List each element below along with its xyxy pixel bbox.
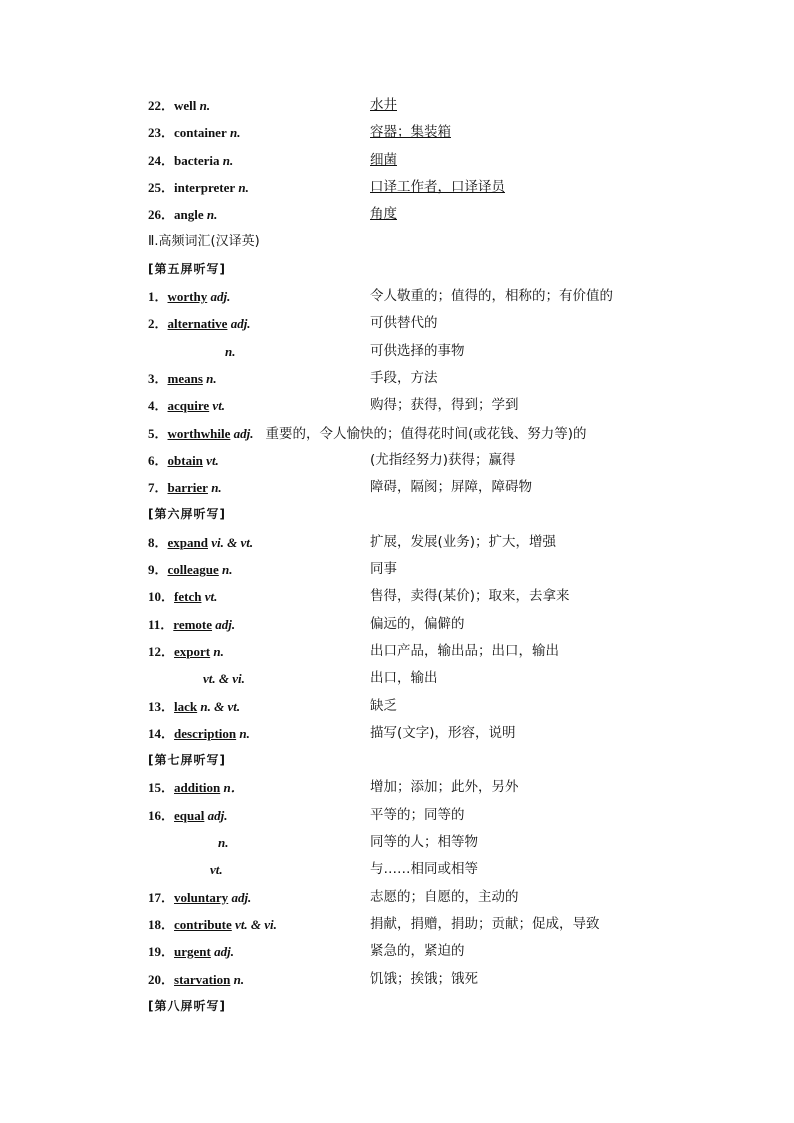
- vocab-meaning: 志愿的；自愿的，主动的: [370, 888, 519, 905]
- vocab-meaning: 缺乏: [370, 697, 397, 714]
- vocab-row-12: [148, 638, 748, 665]
- vocab-term: vt. & vi.: [203, 671, 245, 687]
- vocab-term: 6．obtain vt.: [148, 452, 219, 468]
- vocab-row-16-verb: [148, 856, 748, 883]
- vocab-row-26: [148, 201, 748, 228]
- screen-tag-row: [148, 747, 748, 774]
- vocab-term: n.: [225, 343, 236, 359]
- vocab-row-7: [148, 474, 748, 501]
- section-heading: [148, 228, 748, 255]
- vocab-row-16-noun: [148, 829, 748, 856]
- vocab-term: 11．remote adj.: [148, 616, 236, 632]
- vocab-row-20: [148, 966, 748, 993]
- vocab-term: 3．means n.: [148, 370, 217, 386]
- vocab-term: 19．urgent adj.: [148, 944, 234, 960]
- vocab-term: 9．colleague n.: [148, 562, 233, 578]
- vocab-meaning: 障碍，隔阂；屏障，障碍物: [370, 479, 532, 496]
- vocab-term: 18．contribute vt. & vi.: [148, 916, 277, 932]
- vocab-term: 1．worthy adj.: [148, 289, 231, 305]
- vocabulary-list: [148, 92, 748, 1020]
- vocab-meaning: 角度: [370, 206, 397, 223]
- screen-tag-5: [第五屏听写]: [148, 261, 226, 276]
- vocab-row-11: [148, 611, 748, 638]
- vocab-meaning: 水井: [370, 97, 397, 113]
- vocab-row-12-verb: [148, 665, 748, 692]
- vocab-term: 10．fetch vt.: [148, 589, 218, 605]
- vocab-term: 22．well n.: [148, 98, 211, 113]
- vocab-row-6: [148, 447, 748, 474]
- vocab-meaning: (尤指经努力)获得；赢得: [370, 451, 516, 468]
- screen-tag-row: [148, 993, 748, 1020]
- screen-tag-8: [第八屏听写]: [148, 998, 226, 1013]
- screen-tag-7: [第七屏听写]: [148, 753, 226, 768]
- vocab-term: 4．acquire vt.: [148, 398, 226, 414]
- vocab-row-19: [148, 938, 748, 965]
- vocab-row-9: [148, 556, 748, 583]
- vocab-row-1: [148, 283, 748, 310]
- vocab-term: 20．starvation n.: [148, 971, 245, 987]
- vocab-term: 16．equal adj.: [148, 807, 228, 823]
- vocab-meaning: 紧急的，紧迫的: [370, 943, 465, 960]
- vocab-meaning: 可供选择的事物: [370, 342, 465, 359]
- vocab-meaning: 可供替代的: [370, 315, 438, 332]
- vocab-term: 8．expand vi. & vt.: [148, 534, 254, 550]
- vocab-term: 5．worthwhile adj.: [148, 425, 254, 441]
- vocab-term: 12．export n.: [148, 643, 224, 659]
- vocab-meaning: 描写(文字)，形容，说明: [370, 724, 516, 741]
- vocab-row-17: [148, 884, 748, 911]
- vocab-meaning: 出口产品，输出品；出口，输出: [370, 642, 559, 659]
- vocab-row-18: [148, 911, 748, 938]
- vocab-term: 17．voluntary adj.: [148, 889, 252, 905]
- vocab-row-25: [148, 174, 748, 201]
- vocab-row-13: [148, 693, 748, 720]
- vocab-row-16: [148, 802, 748, 829]
- vocab-row-15: [148, 774, 748, 801]
- vocab-meaning: 出口，输出: [370, 670, 438, 687]
- vocab-meaning: 捐献，捐赠，捐助；贡献；促成，导致: [370, 915, 600, 932]
- vocab-term: n.: [218, 835, 229, 851]
- vocab-term: 13．lack n. & vt.: [148, 698, 241, 714]
- vocab-row-10: [148, 583, 748, 610]
- vocab-meaning: 重要的，令人愉快的；值得花时间(或花钱、努力等)的: [265, 425, 587, 442]
- vocab-row-23: [148, 119, 748, 146]
- vocab-meaning: 口译工作者，口译译员: [370, 178, 505, 195]
- vocab-meaning: 饥饿；挨饿；饿死: [370, 970, 478, 987]
- vocab-meaning: 与……相同或相等: [370, 861, 478, 878]
- vocab-term: 25．interpreter n.: [148, 179, 249, 195]
- vocab-term: 2．alternative adj.: [148, 316, 251, 332]
- vocab-term: 14．description n.: [148, 725, 250, 741]
- vocab-meaning: 增加；添加；此外，另外: [370, 779, 519, 796]
- vocab-term: 26．angle n.: [148, 207, 218, 223]
- vocab-row-24: [148, 147, 748, 174]
- vocab-meaning: 令人敬重的；值得的，相称的；有价值的: [370, 288, 613, 305]
- vocab-meaning: 手段，方法: [370, 369, 438, 386]
- vocab-meaning: 细菌: [370, 151, 397, 168]
- vocab-meaning: 售得，卖得(某价)；取来，去拿来: [370, 588, 570, 605]
- vocab-row-22: [148, 92, 748, 119]
- section-title: Ⅱ.高频词汇(汉译英): [148, 234, 260, 250]
- vocab-term: 15．addition n．: [148, 780, 244, 796]
- vocab-meaning: 同事: [370, 561, 397, 578]
- screen-tag-row: [148, 256, 748, 283]
- vocab-term: vt.: [210, 862, 223, 878]
- vocab-meaning: 同等的人；相等物: [370, 834, 478, 851]
- vocab-row-3: [148, 365, 748, 392]
- vocab-term: 24．bacteria n.: [148, 152, 234, 168]
- vocab-row-5: [148, 420, 748, 447]
- vocab-meaning: 平等的；同等的: [370, 806, 465, 823]
- vocab-term: 23．container n.: [148, 125, 241, 141]
- vocab-meaning: 偏远的，偏僻的: [370, 615, 465, 632]
- vocab-row-8: [148, 529, 748, 556]
- vocab-term: 7．barrier n.: [148, 480, 222, 496]
- vocab-row-14: [148, 720, 748, 747]
- screen-tag-6: [第六屏听写]: [148, 507, 226, 522]
- vocab-meaning: 扩展，发展(业务)；扩大，增强: [370, 533, 557, 550]
- vocab-row-2: [148, 310, 748, 337]
- vocab-meaning: 容器；集装箱: [370, 124, 451, 141]
- vocab-meaning: 购得；获得，得到；学到: [370, 397, 519, 414]
- screen-tag-row: [148, 501, 748, 528]
- vocab-row-4: [148, 392, 748, 419]
- vocab-row-2-noun: [148, 338, 748, 365]
